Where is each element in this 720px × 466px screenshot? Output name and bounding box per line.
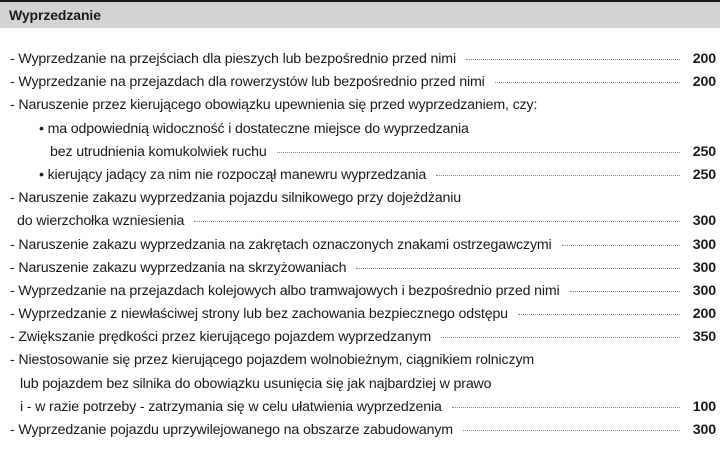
fine-row (0, 48, 720, 71)
fine-row (0, 349, 720, 372)
dot-leader (277, 152, 680, 153)
dot-leader (452, 407, 680, 408)
fine-description: - Zwiększanie prędkości przez kierującego pojazdem wyprzedzanym (10, 329, 432, 346)
dot-leader (356, 268, 680, 269)
fine-amount: 300 (692, 422, 716, 438)
fine-description: - Wyprzedzanie na przejazdach kolejowych albo tramwajowych i bezpośrednio przed nimi (10, 282, 560, 299)
section-header (0, 0, 720, 28)
fine-row (0, 303, 720, 326)
fine-row (0, 141, 720, 164)
fine-description: - Wyprzedzanie pojazdu uprzywilejowanego na obszarze zabudowanym (10, 422, 453, 438)
fine-description: - Naruszenie zakazu wyprzedzania na zakrętach oznaczonych znakami ostrzegawczymi (10, 236, 552, 253)
fine-amount: 350 (692, 329, 716, 346)
fine-description: lub pojazdem bez silnika do obowiązku usunięcia się jak najbardziej w prawo (20, 375, 492, 392)
fine-row (0, 373, 720, 396)
fine-description: - Niestosowanie się przez kierującego pojazdem wolnobieżnym, ciągnikiem rolniczym (10, 352, 535, 369)
dot-leader (466, 59, 680, 60)
fine-description: - Wyprzedzanie z niewłaściwej strony lub bez zachowania bezpiecznego odstępu (10, 306, 508, 323)
fine-row (0, 71, 720, 94)
fine-description: • kierujący jadący za nim nie rozpoczął manewru wyprzedzania (39, 166, 427, 183)
dot-leader (194, 221, 680, 222)
fine-description: - Naruszenie zakazu wyprzedzania pojazdu silnikowego przy dojeżdżaniu (10, 190, 461, 207)
fine-description: do wierzchołka wzniesienia (17, 213, 185, 230)
fine-row (0, 257, 720, 280)
fine-description: - Naruszenie przez kierującego obowiązku upewnienia się przed wyprzedzaniem, czy: (10, 97, 538, 114)
section-title: Wyprzedzanie (9, 7, 101, 23)
dot-leader (562, 245, 680, 246)
fine-amount: 250 (692, 143, 716, 160)
dot-leader (518, 314, 680, 315)
fine-amount: 300 (692, 282, 716, 299)
fine-amount: 200 (692, 51, 716, 67)
fine-row (0, 419, 720, 442)
fine-description: - Wyprzedzanie na przejściach dla pieszych lub bezpośrednio przed nimi (10, 51, 456, 67)
dot-leader (441, 337, 680, 338)
fine-row (0, 396, 720, 419)
fine-row (0, 234, 720, 257)
fine-description: • ma odpowiednią widoczność i dostateczne miejsce do wyprzedzania (39, 120, 469, 137)
dot-leader (570, 291, 680, 292)
fine-description: i - w razie potrzeby - zatrzymania się w celu ułatwienia wyprzedzenia (20, 398, 442, 415)
dot-leader (463, 430, 680, 431)
fine-amount: 200 (692, 306, 716, 323)
fine-row (0, 187, 720, 210)
dot-leader (495, 82, 680, 83)
fine-amount: 300 (692, 236, 716, 253)
fine-list (0, 48, 720, 442)
fine-amount: 100 (692, 398, 716, 415)
fine-description: bez utrudnienia komukolwiek ruchu (50, 143, 267, 160)
fine-row (0, 210, 720, 233)
fine-description: - Naruszenie zakazu wyprzedzania na skrzyżowaniach (10, 259, 347, 276)
dot-leader (436, 175, 680, 176)
fine-row (0, 326, 720, 349)
fine-amount: 300 (692, 213, 716, 230)
fine-row (0, 118, 720, 141)
fine-description: - Wyprzedzanie na przejazdach dla rowerzystów lub bezpośrednio przed nimi (10, 74, 485, 91)
fine-amount: 300 (692, 259, 716, 276)
fine-row (0, 94, 720, 117)
fine-amount: 250 (692, 166, 716, 183)
fine-amount: 200 (692, 74, 716, 91)
fine-row (0, 164, 720, 187)
fine-row (0, 280, 720, 303)
